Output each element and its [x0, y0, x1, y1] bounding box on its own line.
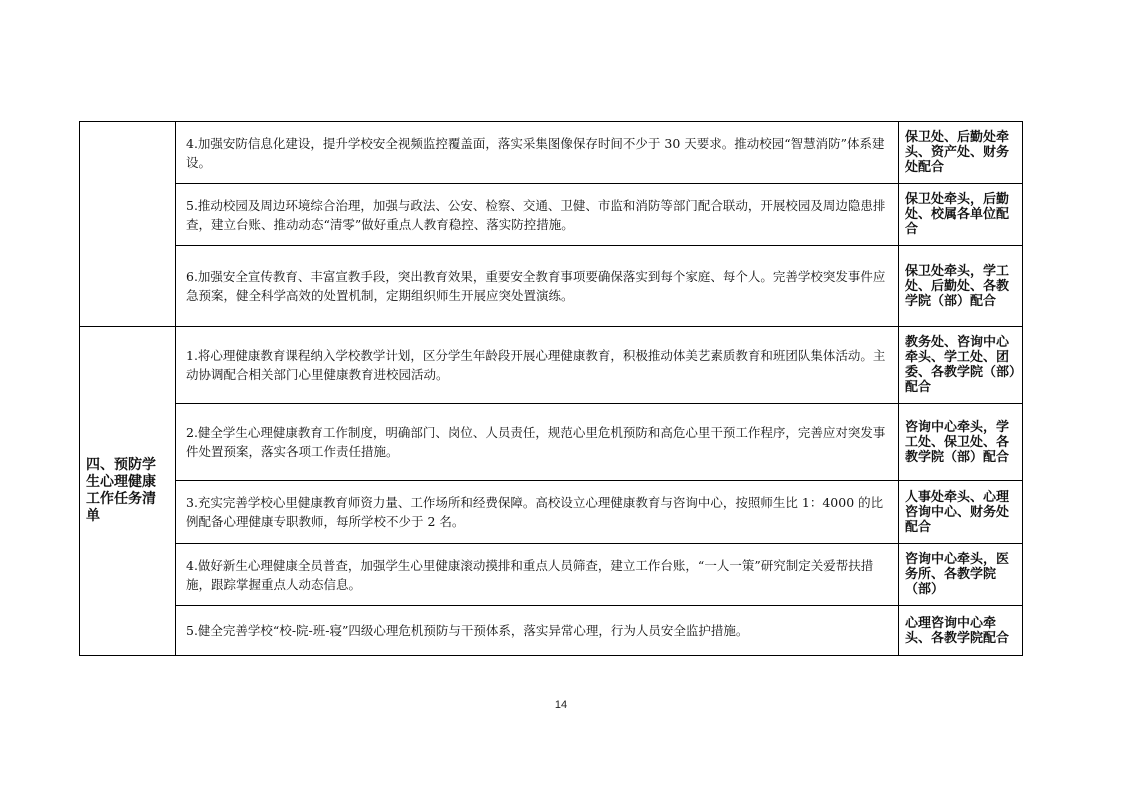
- task-text: 4.做好新生心理健康全员普查，加强学生心里健康滚动摸排和重点人员筛查，建立工作台账，“一人一策”研究制定关爱帮扶措施，跟踪掌握重点人动态信息。: [186, 557, 874, 592]
- responsible-units: 心理咨询中心牵头、各教学院配合: [899, 606, 1023, 656]
- page-number: 14: [554, 699, 568, 711]
- table-row: [80, 481, 1023, 544]
- task-content: [176, 246, 899, 327]
- category-cell: 四、预防学生心理健康工作任务清单: [80, 327, 176, 656]
- responsible-units: 咨询中心牵头，医务所、各教学院（部）: [899, 544, 1023, 606]
- responsible-units: 咨询中心牵头，学工处、保卫处、各教学院（部）配合: [899, 404, 1023, 481]
- task-text: 2.健全学生心理健康教育工作制度，明确部门、岗位、人员责任，规范心里危机预防和高危心里干预工作程序，完善应对突发事件处置预案，落实各项工作责任措施。: [186, 425, 886, 459]
- task-text: 3.充实完善学校心里健康教育师资力量、工作场所和经费保障。高校设立心理健康教育与咨询中心，按照师生比 1：4000 的比例配备心理健康专职教师，每所学校不少于 2 名。: [186, 495, 884, 529]
- table-row: [80, 327, 1023, 404]
- table-row: [80, 544, 1023, 606]
- responsible-units: 教务处、咨询中心牵头、学工处、团委、各教学院（部）配合: [899, 327, 1023, 404]
- table-row: [80, 184, 1023, 246]
- task-content: [176, 327, 899, 404]
- table-row: [80, 246, 1023, 327]
- responsible-units: 保卫处牵头，后勤处、校属各单位配合: [899, 184, 1023, 246]
- task-content: [176, 122, 899, 184]
- table-row: [80, 606, 1023, 656]
- task-list-table: [79, 121, 1023, 656]
- responsible-units: 保卫处、后勤处牵头、资产处、财务处配合: [899, 122, 1023, 184]
- task-content: [176, 481, 899, 544]
- table-row: [80, 404, 1023, 481]
- task-content: [176, 184, 899, 246]
- task-text: 5.健全完善学校“校-院-班-寝”四级心理危机预防与干预体系，落实异常心理，行为人员安全监护措施。: [186, 623, 749, 638]
- task-content: [176, 606, 899, 656]
- task-content: [176, 404, 899, 481]
- category-cell: [80, 122, 176, 327]
- task-text: 1.将心理健康教育课程纳入学校教学计划，区分学生年龄段开展心理健康教育，积极推动体美艺素质教育和班团队集体活动。主动协调配合相关部门心里健康教育进校园活动。: [186, 348, 886, 382]
- responsible-units: 人事处牵头、心理咨询中心、财务处配合: [899, 481, 1023, 544]
- task-text: 5.推动校园及周边环境综合治理，加强与政法、公安、检察、交通、卫健、市监和消防等部门配合联动，开展校园及周边隐患排查，建立台账、推动动态“清零”做好重点人教育稳控、落实防控措施。: [186, 197, 886, 232]
- table-row: [80, 122, 1023, 184]
- task-content: [176, 544, 899, 606]
- responsible-units: 保卫处牵头，学工处、后勤处、各教学院（部）配合: [899, 246, 1023, 327]
- task-text: 4.加强安防信息化建设，提升学校安全视频监控覆盖面，落实采集图像保存时间不少于 30 天要求。推动校园“智慧消防”体系建设。: [186, 135, 885, 170]
- task-text: 6.加强安全宣传教育、丰富宣教手段，突出教育效果，重要安全教育事项要确保落实到每个家庭、每个人。完善学校突发事件应急预案，健全科学高效的处置机制，定期组织师生开展应突处置演练。: [186, 269, 886, 303]
